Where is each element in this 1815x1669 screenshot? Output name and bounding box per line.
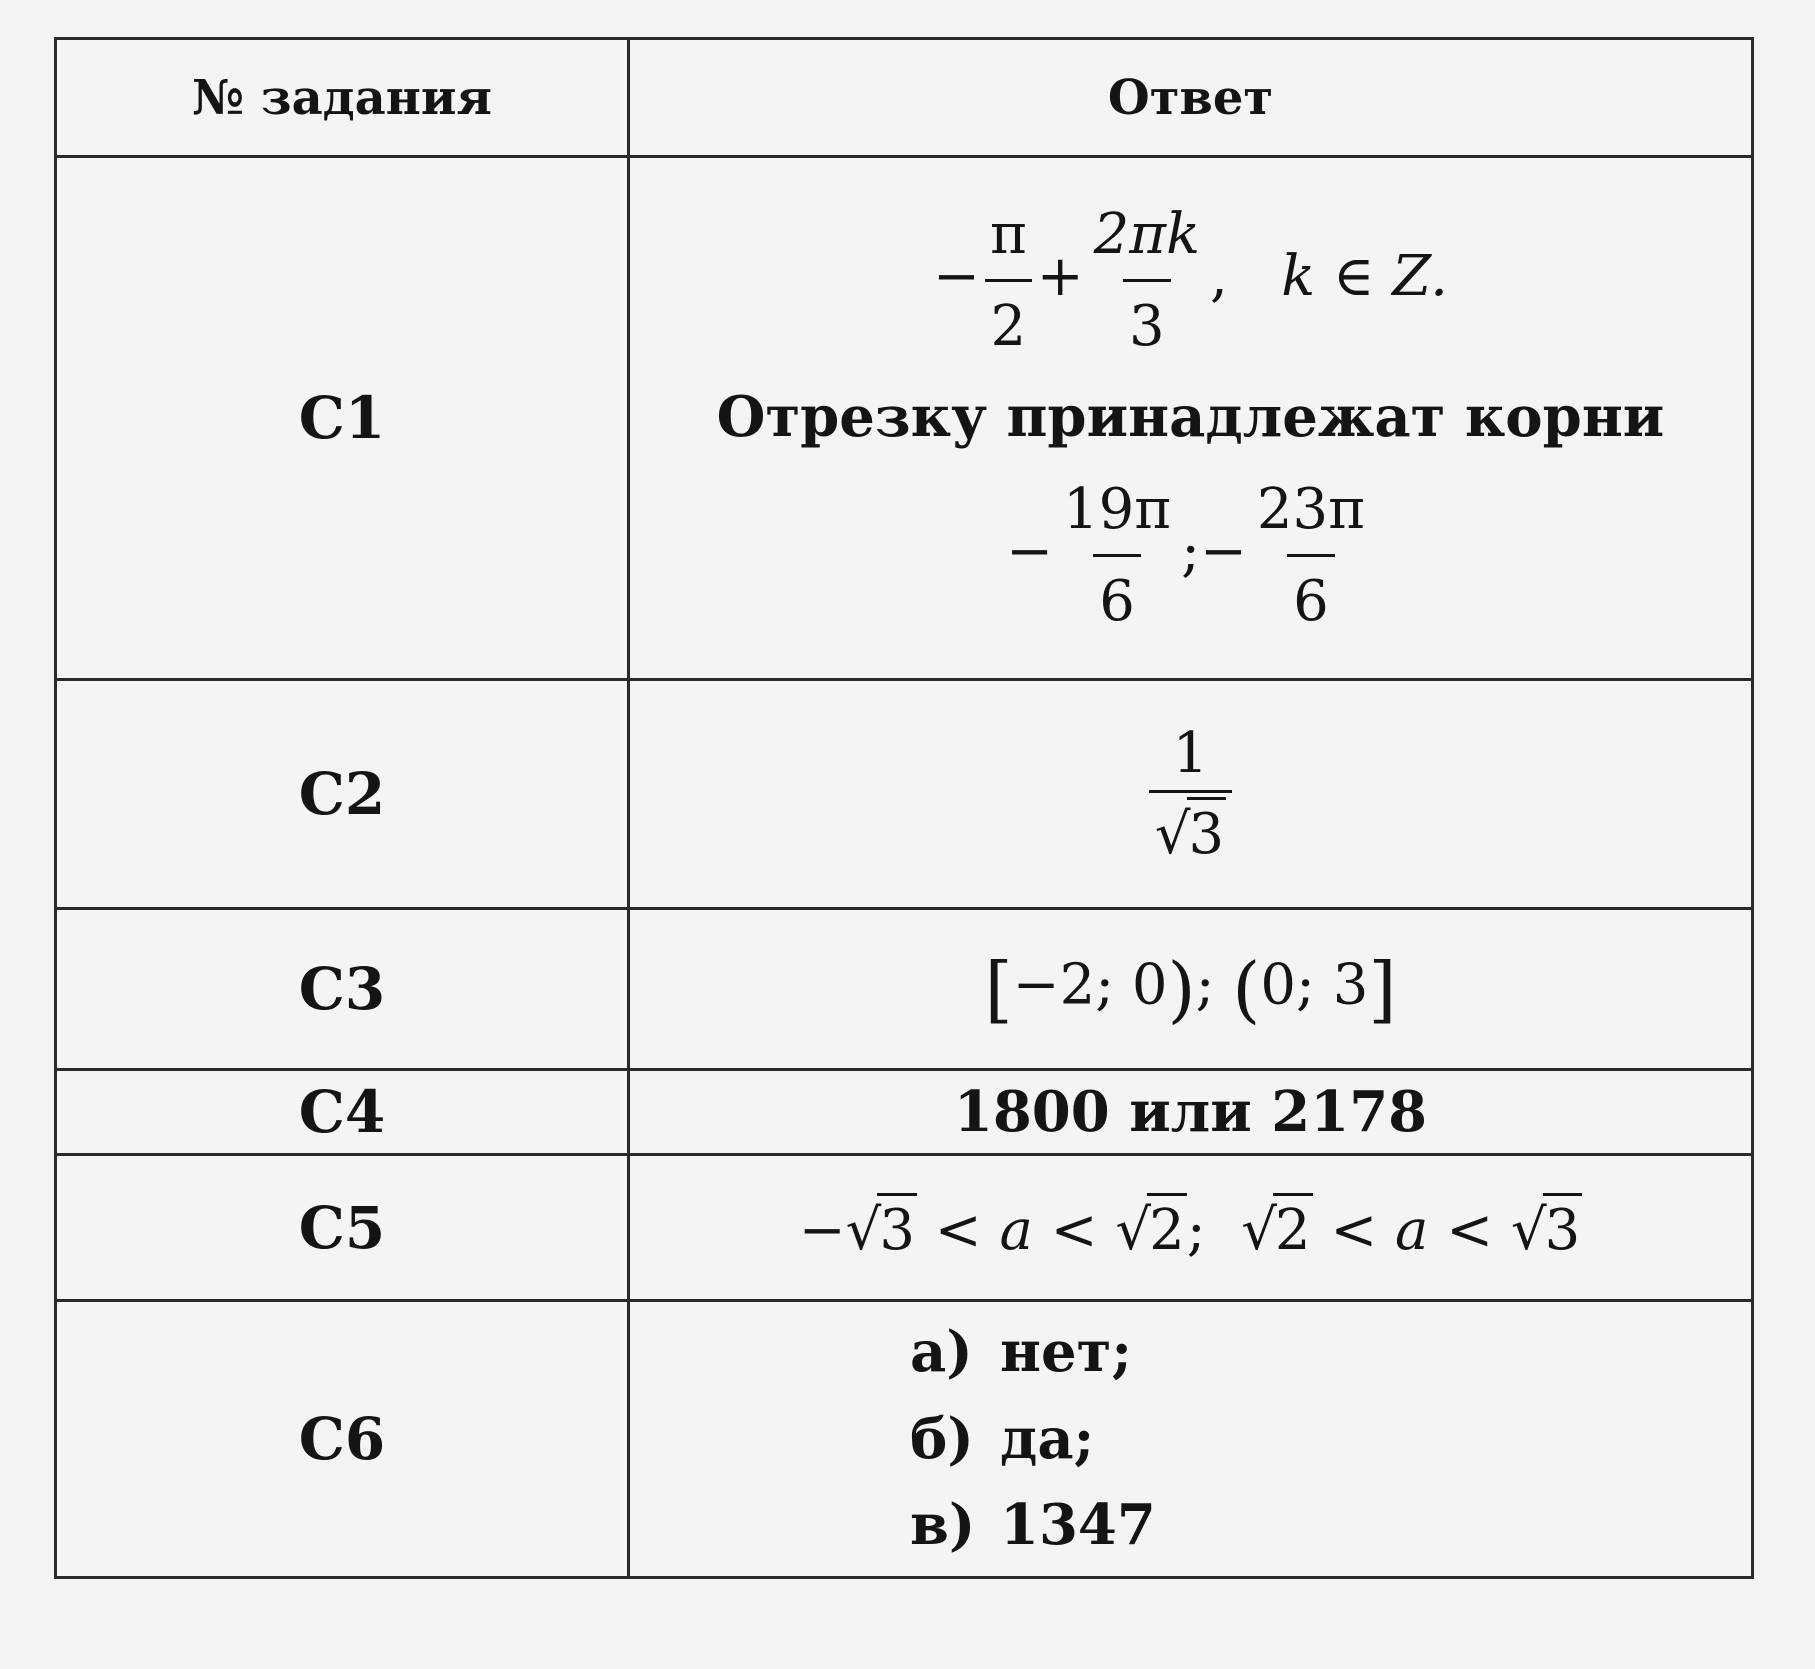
numerator: 1 [1172,721,1209,786]
interval-2: 0; 3 [1260,952,1369,1018]
table-row [56,680,1753,909]
interval-1: −2; 0 [1012,952,1168,1018]
denominator: 6 [1093,554,1141,642]
radical-sign: √ [1241,1197,1277,1263]
denominator: 6 [1287,554,1335,642]
radical-sign: √ [1154,802,1191,867]
numerator: 19π [1063,476,1172,542]
header-task-number: № задания [56,39,629,157]
task-number: C1 [56,157,629,680]
table-row [56,1070,1753,1155]
separator: , [1210,244,1228,310]
item-marker: б) [910,1405,974,1472]
list-item [910,1396,1156,1483]
minus-sign: − [1006,518,1053,584]
c1-text: Отрезку принадлежат корни [716,384,1665,451]
item-text: нет; [1000,1318,1132,1385]
numerator: 23π [1256,476,1365,542]
fraction [1088,194,1206,367]
open-bracket: [ [984,947,1013,1031]
open-paren: ( [1232,947,1261,1031]
minus-sign: − [1199,518,1247,584]
radicand: 3 [1543,1193,1583,1263]
inequality: < a < [1312,1197,1511,1263]
condition: k ∈ Z. [1281,244,1448,310]
item-marker: в) [910,1492,976,1559]
table-row [56,157,1753,680]
list-item [910,1309,1156,1396]
fraction [1149,721,1232,867]
c1-general-solution [630,194,1751,367]
table-row [56,1301,1753,1578]
item-text: 1347 [1000,1492,1156,1559]
separator: ; [1181,518,1200,584]
task-number: C5 [56,1155,629,1301]
radical-sign: √ [845,1197,882,1263]
denominator [1149,790,1232,867]
square-root [1241,1193,1312,1263]
answer-list [910,1309,1156,1569]
close-paren: ) [1167,947,1196,1031]
item-marker: а) [910,1318,973,1385]
denominator: 2 [985,279,1033,367]
separator: ; [1195,952,1215,1018]
c1-roots [630,469,1751,642]
fraction [1057,469,1177,642]
list-item [910,1482,1156,1569]
numerator: 2πk [1093,202,1201,268]
table-row [56,1155,1753,1301]
answer-cell: 1800 или 2178 [629,1070,1753,1155]
close-bracket: ] [1368,947,1397,1031]
minus-sign: − [933,244,980,310]
denominator: 3 [1123,279,1171,367]
radicand: 3 [1187,797,1227,867]
item-text: да; [1000,1405,1095,1472]
header-answer: Ответ [629,39,1753,157]
answer-cell [629,680,1753,909]
task-number: C3 [56,909,629,1070]
square-root [1115,1193,1186,1263]
task-number: C6 [56,1301,629,1578]
table-row [56,909,1753,1070]
answers-table [54,37,1754,1579]
numerator: π [989,202,1027,268]
square-root [1511,1193,1582,1263]
answer-cell [629,1155,1753,1301]
task-number: C2 [56,680,629,909]
inequality: < a < [916,1197,1116,1263]
answer-cell [629,1301,1753,1578]
answer-cell [629,909,1753,1070]
separator: ; [1186,1197,1242,1263]
plus-sign: + [1036,244,1084,310]
task-number: C4 [56,1070,629,1155]
radicand: 2 [1273,1193,1313,1263]
fraction [1251,469,1371,642]
minus-sign: − [798,1197,846,1263]
square-root [1155,797,1226,867]
radical-sign: √ [1510,1197,1547,1263]
square-root [846,1193,917,1263]
radical-sign: √ [1115,1197,1152,1263]
radicand: 2 [1147,1193,1187,1263]
radicand: 3 [877,1193,917,1263]
answer-cell [629,157,1753,680]
fraction [984,194,1033,367]
header-row [56,39,1753,157]
